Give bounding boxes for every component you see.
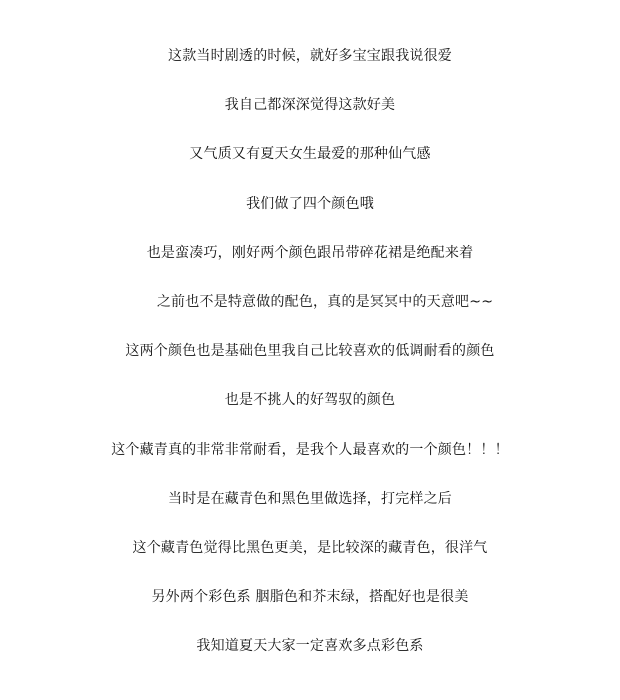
text-line: 也是不挑人的好驾驭的颜色 — [224, 392, 396, 409]
text-line: 这两个颜色也是基础色里我自己比较喜欢的低调耐看的颜色 — [125, 343, 495, 360]
text-line: 之前也不是特意做的配色，真的是冥冥中的天意吧~~ — [156, 293, 494, 310]
text-line: 我们做了四个颜色哦 — [246, 195, 374, 212]
text-line: 这个藏青真的非常非常耐看，是我个人最喜欢的一个颜色！！！ — [111, 441, 509, 458]
text-line: 这款当时剧透的时候，就好多宝宝跟我说很爱 — [168, 48, 452, 64]
text-line: 当时是在藏青色和黑色里做选择，打完样之后 — [168, 490, 452, 507]
text-line: 我知道夏天大家一定喜欢多点彩色系 — [196, 638, 424, 655]
article-text — [0, 42, 620, 681]
text-line: 这个藏青色觉得比黑色更美，是比较深的藏青色，很洋气 — [132, 539, 488, 556]
text-line: 另外两个彩色系 胭脂色和芥末绿，搭配好也是很美 — [151, 589, 469, 606]
text-line: 我自己都深深觉得这款好美 — [224, 97, 396, 114]
text-line: 也是蛮凑巧，刚好两个颜色跟吊带碎花裙是绝配来着 — [146, 244, 474, 261]
text-line: 又气质又有夏天女生最爱的那种仙气感 — [189, 146, 431, 163]
